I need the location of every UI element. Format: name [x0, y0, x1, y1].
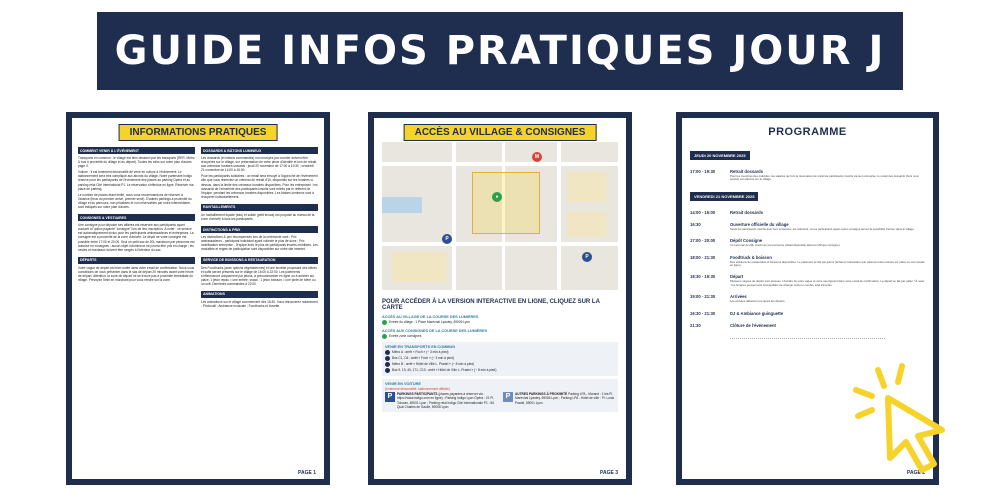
transport-text: Métro B : arrêt « Hôtel de Ville L. Pradel » (~ 8 min à pied): [392, 362, 475, 366]
consigne-text: Entrée zone consignes: [389, 334, 422, 338]
parking-icon: P: [385, 392, 395, 402]
day-header: VENDREDI 21 NOVEMBRE 2025: [690, 192, 758, 201]
access-map[interactable]: [382, 142, 618, 290]
transport-item: [385, 350, 615, 355]
schedule-content: [730, 323, 925, 328]
section-heading: SERVICE DE BOISSONS & RESTAURATION: [201, 257, 318, 264]
schedule-desc: Les arrivées débutent peu après les départs.: [730, 299, 786, 304]
parking-marker-icon: P: [442, 234, 452, 244]
schedule-desc: Seuls les participants inscrits avec leur entreprise, les référents, ou les participants ayant option consigne auront la possibilité d'entrer dans le village.: [730, 226, 915, 231]
day-header: JEUDI 20 NOVEMBRE 2025: [690, 151, 750, 160]
transport-box: [382, 342, 618, 376]
section-heading: COMMENT VENIR À L'ÉVÉNEMENT: [78, 147, 195, 154]
map-block: [567, 172, 607, 202]
schedule-title: Arrivées: [730, 294, 747, 300]
parking-left-text: (places payantes à réserver via https://www.indigo.com en ligne) ; Parking Indigo Lyon Opéra : 21 Pl. Tolozan, 69001 Lyon ; Parking relai Indigo Cité Internationale P1 : 84 Quai Charles de Gaulle, 69006 Lyon: [397, 392, 494, 409]
transport-heading: VENIR EN TRANSPORTS EN COMMUN: [385, 345, 456, 349]
schedule-desc: Pour les membres des individus, les salariés qui font la réservation de retrait de participants inscrits via leur entreprise, le retrait des dossards (hors ceux postés) est effectué sur le village.: [730, 174, 919, 182]
section-text: Un ravitaillement liquide (eau) et solide (petit encas) est proposé au niveau de la zone d'arrivée à tous les participants.: [201, 212, 315, 222]
transit-icon: [385, 350, 390, 355]
map-river: [382, 197, 422, 213]
schedule-row: [690, 323, 925, 328]
transport-text: Bus 9, 19, 40, 171, C13 : arrêt « Hôtel de Ville L. Pradel » (~ 8 min à pied): [392, 368, 497, 372]
doc2-title: ACCÈS AU VILLAGE & CONSIGNES: [404, 124, 597, 141]
divider: [730, 338, 885, 339]
schedule-title: Retrait dossards: [730, 209, 764, 215]
schedule-content: [730, 255, 925, 268]
page-number: PAGE 3: [600, 470, 618, 476]
map-road: [382, 242, 618, 246]
header-banner: [97, 12, 903, 90]
section-heading: DÉPARTS: [78, 257, 195, 264]
section-text: Transports en commun : le village est bien desservi par les transports (RER, Métro & bus à proximité du village et du départ). Toutes les infos sur notre plan d'accès page 3.: [78, 156, 195, 169]
access-heading: ACCÈS AU VILLAGE DE LA COURSE DES LUMIÈRES: [382, 315, 479, 319]
section-text: Les distinctions & prix récompensés lors de la cérémonie sont : Prix ambassadeurs - participant individuel ayant collecté le plus de dons ; Prix mobilisation entreprise - l'équipe avec le plus de participants inscrits mobilisés. Les modalités et règles de participation sont disponibles sur notre site internet.: [201, 235, 318, 252]
schedule-time: 17:00 - 20:00: [690, 238, 716, 244]
schedule-content: [730, 311, 925, 316]
schedule-content: [730, 238, 925, 247]
access-text: Entrée du village : 1 Place Maréchal Lyautey, 69006 Lyon: [389, 320, 471, 324]
section-heading: RAVITAILLEMENTS: [201, 204, 318, 211]
transport-item: [385, 368, 615, 373]
transport-text: Métro A : arrêt « Foch » (~ 3 min à pied): [392, 350, 449, 354]
transport-item: [385, 356, 615, 361]
doc3-title: PROGRAMME: [758, 124, 856, 140]
section-heading: DISTINCTIONS & PRIX: [201, 226, 318, 233]
schedule-row: [690, 311, 925, 316]
location-pin-icon: [382, 334, 387, 339]
section-heading: ANIMATIONS: [201, 291, 318, 298]
parking-left-heading: PARKINGS PARTICIPANTS: [397, 392, 438, 397]
schedule-row: [690, 238, 925, 247]
schedule-content: [730, 169, 925, 182]
schedule-time: 14:00 - 16:00: [690, 209, 716, 215]
schedule-content: [730, 210, 925, 215]
interactive-map-link[interactable]: POUR ACCÉDER À LA VERSION INTERACTIVE EN LIGNE, CLIQUEZ SUR LA CARTE: [382, 299, 600, 311]
schedule-row: [690, 255, 925, 268]
car-heading: VENIR EN VOITURE: [385, 382, 421, 386]
map-road: [382, 162, 618, 166]
map-block: [567, 212, 607, 237]
section-text: Pour les participants solidaires : un email sera envoyé à l'approche de l'événement afin que vous réserviez un créneau de retrait d'1h, disponible sur les horaires ci-dessus, dans la limite des créneaux horaires disponibles. Pour les entreprises : les dossards de l'ensemble des participants inscrits sont retirés par le référent de l'équipe, pendant les créneaux horaires disponibles. Les bâtons lumineux sont à récupérer individuellement.: [201, 174, 318, 199]
schedule-title: Clôture de l'événement: [730, 322, 776, 328]
section-text: Le nombre de places étant limité, nous vous recommandons de réserver à l'avance (lieux du premier arrivé, premier servi). D'autres parkings à proximité du village et du parcours, non privatisés et non réservables par notre intermédiaire, sont indiqués sur notre plan d'accès.: [78, 192, 192, 210]
schedule-desc: Plusieurs vagues de départ sont prévues. L'horaire de votre vague et votre sas figurent dans votre email de confirmation. Le départ se fait par palier. *À noter : les horaires peuvent être susceptibles de changer selon le nombre total d'inscrits.: [730, 279, 925, 287]
schedule-title: Ouverture officielle du village: [730, 221, 789, 227]
document-page-1[interactable]: [66, 112, 330, 485]
schedule-time: 21:30: [690, 322, 701, 328]
schedule-title: Retrait dossards: [730, 169, 764, 174]
schedule-row: [690, 210, 925, 215]
schedule-time: 18:00 - 21:30: [690, 254, 716, 260]
transport-text: Bus C1, C6 : arrêt « Foch » (~ 3 min à pied): [392, 356, 454, 360]
map-road: [557, 142, 561, 290]
page-number: PAGE 2: [907, 470, 925, 476]
schedule-content: [730, 222, 925, 231]
schedule-desc: Un petit sac de 20L maximum par personne (détail disponible dans la rubrique consigne).: [730, 243, 841, 248]
click-cursor-icon: [850, 360, 960, 480]
section-text: Une consigne pour déposer ses affaires est réservée aux participants ayant souscrit à l'option payante "consigne" lors de leur inscription. À noter : ce service est automatiquement inclus pour les participants ambassadeurs et entreprises. La consigne est à proximité de la zone d'arrivée. Le dépôt de votre consigne est possible entre 17:00 et 20:00. Seul un petit sac de 20L maximum par personne est autorisé en consignes : aucun objet volumineux ne pourra être pris en charge ; les vestes et manteaux doivent être rangés à l'intérieur du sac.: [78, 223, 195, 252]
schedule-time: 16:30 - 21:30: [690, 310, 716, 316]
consigne-heading: ACCÈS AUX CONSIGNES DE LA COURSE DES LUMIÈRES: [382, 329, 488, 333]
parking-right-heading: AUTRES PARKINGS À PROXIMITÉ: [515, 392, 568, 397]
page-number: PAGE 1: [298, 470, 316, 476]
section-text: Les animations sur le village commencent dès 16:30. Vous retrouverez notamment : Photocall ; Ambiance musicale ; Foodtrucks et buvette.: [201, 299, 318, 309]
car-box: [382, 379, 618, 412]
schedule-title: Départ: [730, 274, 744, 280]
parking-right-text: Parking LPA - Morand : 1 bis Pl. Maréchal Lyautey, 69006 Lyon ; Parking LPA - Hôtel de ville : Pl. Louis Pradel, 69001 Lyon: [515, 392, 615, 405]
map-road: [452, 142, 456, 290]
schedule-row: [690, 294, 925, 303]
schedule-time: 19:00 - 21:30: [690, 294, 716, 300]
section-heading: CONSIGNES & VESTIAIRES: [78, 214, 195, 221]
section-text: Voiture : Il est fortement déconseillé de venir en voiture à l'événement. Le stationnement sera très compliqué aux abords du village. Notre partenaire Indigo réserve pour les participants de l'événement des places au parking Opéra et au parking relai Cité International P1. Le réservation s'effectue en ligne. Réserver ma place de parking.: [78, 170, 194, 191]
schedule-title: Dépôt Consigne: [730, 238, 763, 244]
section-text: Des Foodtrucks (avec options végétariennes) et une buvette proposant des bières et softs seront présents sur le village de 16:00 à 22:00. Les paiements s'effectueront uniquement par jetons, à précommander en ligne ou à acheter sur place. 1 jeton repas = une entrée, snack ; 1 jeton boisson = une pinte de bière ou un soft. Dernières commandes à 22:00.: [201, 265, 317, 286]
parking-marker-icon: P: [582, 252, 592, 262]
section-heading: DOSSARDS & BÂTONS LUMINEUX: [201, 147, 318, 154]
map-block: [392, 252, 447, 282]
transit-icon: [385, 368, 390, 373]
schedule-title: DJ & Ambiance guinguette: [730, 310, 784, 316]
schedule-row: [690, 274, 925, 287]
location-pin-icon: [382, 320, 387, 325]
document-page-3[interactable]: [368, 112, 632, 485]
car-note: (fortement déconseillé, stationnement difficile): [385, 387, 450, 391]
village-marker-icon: ●: [492, 192, 502, 202]
map-village-zone: [472, 172, 540, 234]
schedule-content: [730, 274, 925, 287]
section-text: Les dossards (et bâtons commandés) non envoyés par courrier doivent être récupérés sur le village, sur présentation de votre pièce d'identité et bon de retrait, aux créneaux horaires suivants : jeudi 20 novembre de 17:00 à 19:30 ; vendredi 21 novembre de 14:00 à 16:00.: [201, 156, 317, 173]
doc1-left-column: [78, 144, 195, 467]
schedule-row: [690, 222, 925, 231]
transit-icon: [385, 356, 390, 361]
doc1-right-column: [201, 144, 318, 467]
page-title: GUIDE INFOS PRATIQUES JOUR J: [114, 28, 886, 74]
schedule-time: 16:30: [690, 221, 701, 227]
transit-icon: [385, 362, 390, 367]
parking-icon: P: [503, 392, 513, 402]
schedule-row: [690, 169, 925, 182]
section-text: Votre vague de départ est bien notée dans votre email de confirmation. Nous vous conseillons de vous présenter dans le sas de départ 20 minutes avant votre heure de départ. Attention, la zone de départ ne se trouve pas à proximité immédiate du village. Prévoyez 5min en marchant pour vous rendre sur la zone.: [78, 265, 195, 283]
transport-item: [385, 362, 615, 367]
schedule-content: [730, 294, 925, 303]
schedule-desc: Des solutions de restauration et boissons disponibles. Le paiement se fait par jetons (achat et restauration par paiement des entrées sur place ou commande en ligne).: [730, 259, 925, 268]
metro-marker-icon: M: [532, 152, 542, 162]
schedule-time: 18:30 - 19:30: [690, 274, 716, 280]
schedule-time: 17:00 - 19:30: [690, 169, 716, 174]
doc1-title: INFORMATIONS PRATIQUES: [119, 124, 278, 141]
schedule-title: Foodtruck & boisson: [730, 254, 772, 260]
